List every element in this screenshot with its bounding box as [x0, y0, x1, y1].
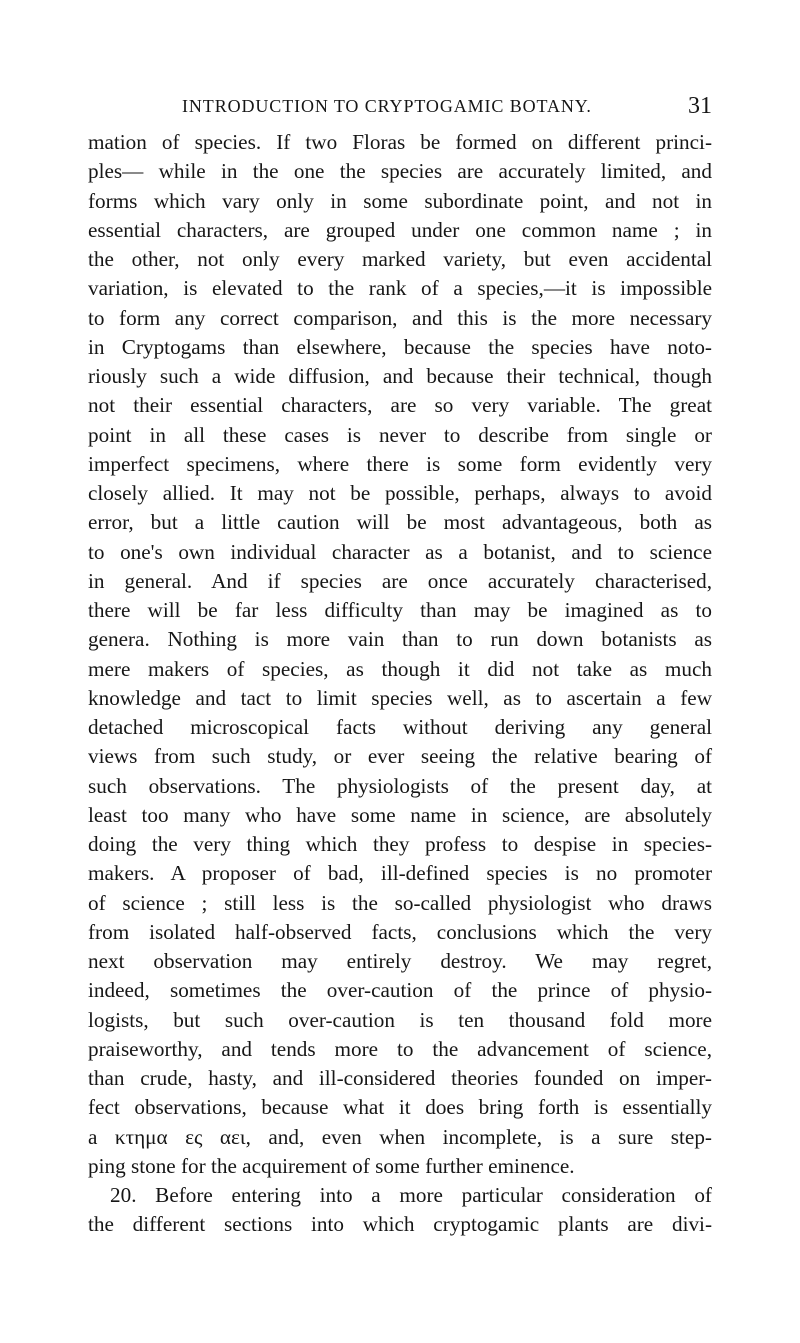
text-line: error, but a little caution will be most advantageous, both as	[88, 510, 712, 535]
text-line: to form any correct comparison, and this is the more necessary	[88, 305, 712, 330]
text-line: in general. And if species are once accurately characterised,	[88, 568, 712, 593]
text-line: ples— while in the one the species are accurately limited, and	[88, 159, 712, 184]
running-title: INTRODUCTION TO CRYPTOGAMIC BOTANY.	[182, 96, 592, 116]
text-line: fect observations, because what it does bring forth is essentially	[88, 1095, 712, 1120]
paragraph-end-line: ping stone for the acquirement of some further eminence.	[88, 1153, 575, 1178]
text-line: least too many who have some name in science, are absolutely	[88, 802, 712, 827]
text-line: doing the very thing which they profess to despise in species-	[88, 832, 712, 856]
text-line: there will be far less difficulty than may be imagined as to	[88, 598, 712, 622]
text-line: views from such study, or ever seeing the relative bearing of	[88, 744, 712, 769]
text-line: logists, but such over-caution is ten thousand fold more	[88, 1007, 712, 1032]
text-line: makers. A proposer of bad, ill-defined species is no promoter	[88, 861, 712, 886]
section-20-start-line: 20. Before entering into a more particular consideration of	[110, 1183, 712, 1207]
text-line: essential characters, are grouped under one common name ; in	[88, 217, 712, 242]
text-line: such observations. The physiologists of the present day, at	[88, 773, 712, 798]
text-line: genera. Nothing is more vain than to run down botanists as	[88, 627, 712, 652]
text-line: mere makers of species, as though it did not take as much	[88, 656, 712, 681]
text-line: forms which vary only in some subordinate point, and not in	[88, 188, 712, 213]
text-line: a κτημα ες αει, and, even when incomplete, is a sure step-	[88, 1124, 712, 1149]
text-line: from isolated half-observed facts, conclusions which the very	[88, 919, 712, 944]
text-line: of science ; still less is the so-called physiologist who draws	[88, 890, 712, 915]
text-line: the different sections into which cryptogamic plants are divi-	[88, 1212, 712, 1237]
body-text	[88, 128, 712, 1240]
running-head	[88, 91, 712, 121]
page-number: 31	[688, 93, 712, 119]
text-line: knowledge and tact to limit species well, as to ascertain a few	[88, 685, 712, 710]
text-line: next observation may entirely destroy. We may regret,	[88, 949, 712, 973]
text-line: closely allied. It may not be possible, perhaps, always to avoid	[88, 481, 712, 505]
text-line: praiseworthy, and tends more to the advancement of science,	[88, 1036, 712, 1061]
text-line: imperfect specimens, where there is some form evidently very	[88, 451, 712, 476]
text-line: riously such a wide diffusion, and because their technical, though	[88, 364, 712, 388]
text-line: indeed, sometimes the over-caution of the prince of physio-	[88, 978, 712, 1003]
text-line: to one's own individual character as a botanist, and to science	[88, 539, 712, 564]
text-line: the other, not only every marked variety, but even accidental	[88, 247, 712, 271]
text-line: in Cryptogams than elsewhere, because the species have noto-	[88, 334, 712, 359]
text-line: not their essential characters, are so very variable. The great	[88, 393, 712, 418]
text-line: variation, is elevated to the rank of a species,—it is impossible	[88, 276, 712, 301]
text-line: mation of species. If two Floras be formed on different princi-	[88, 130, 712, 154]
text-line: point in all these cases is never to describe from single or	[88, 422, 712, 447]
text-line: detached microscopical facts without deriving any general	[88, 715, 712, 739]
text-line: than crude, hasty, and ill-considered theories founded on imper-	[88, 1066, 712, 1090]
